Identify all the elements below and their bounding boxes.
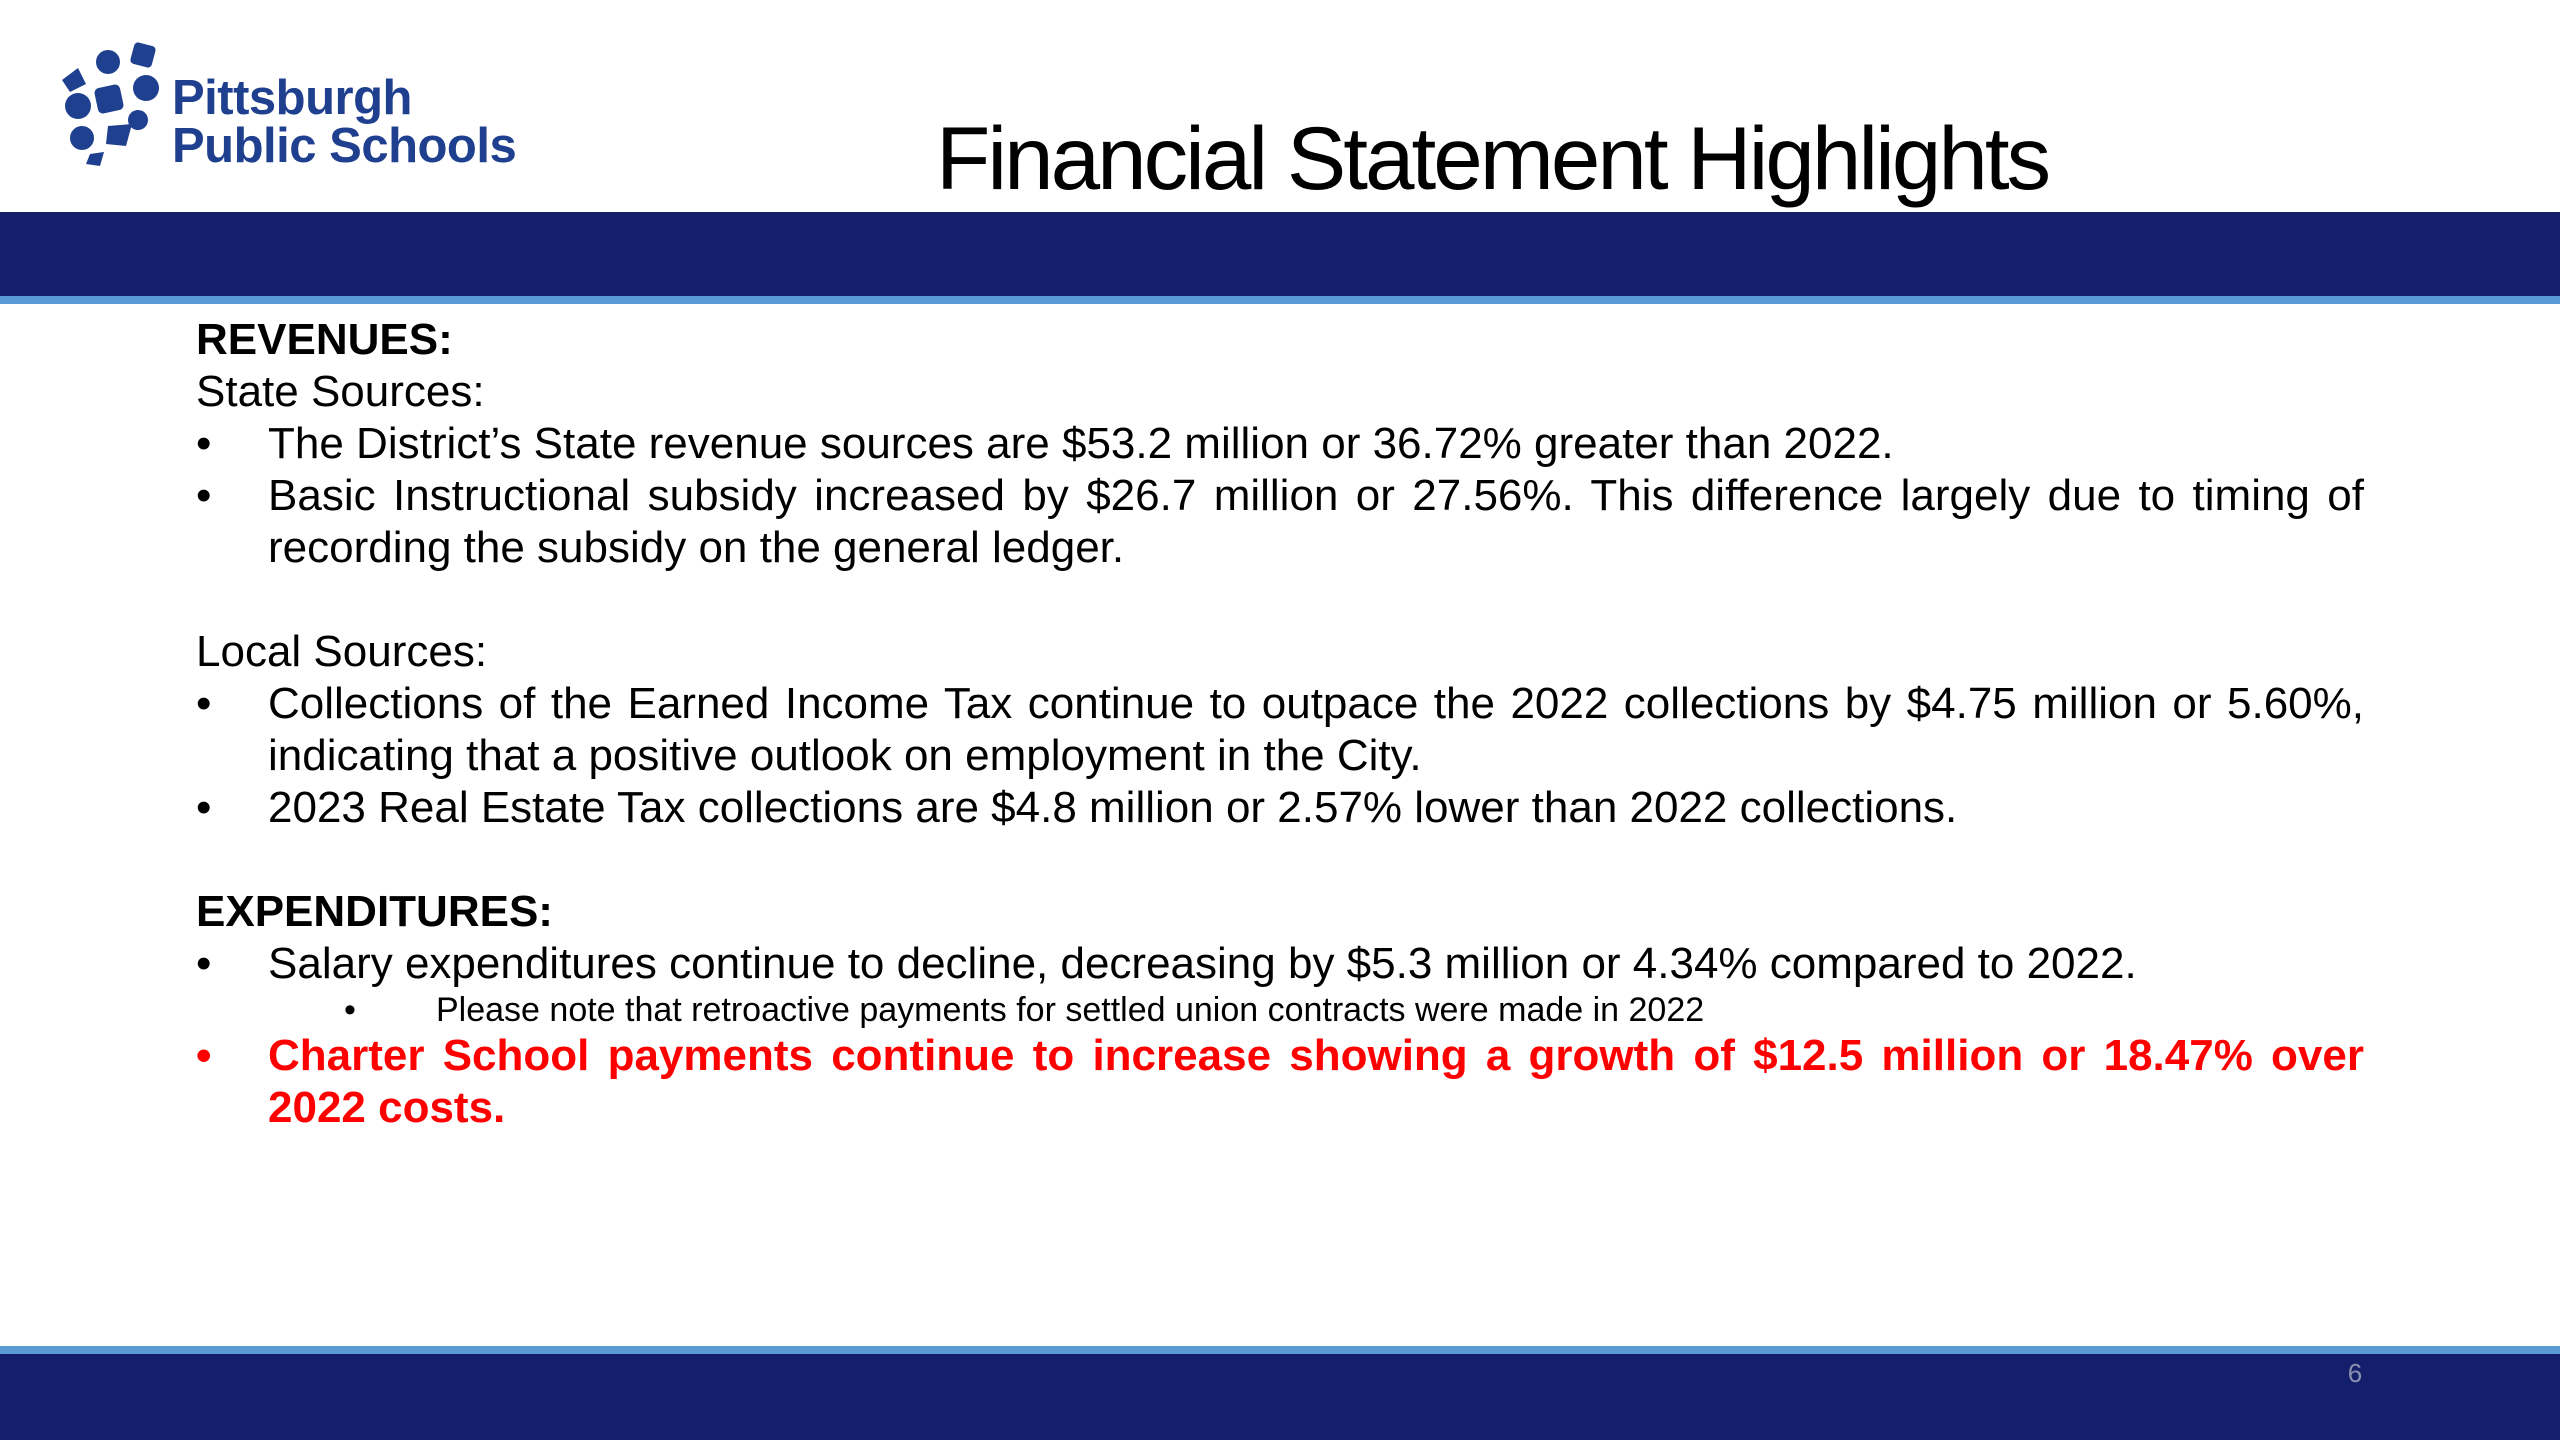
header-band <box>0 212 2560 296</box>
spacer <box>196 834 2364 886</box>
list-item: • 2023 Real Estate Tax collections are $4.8 million or 2.57% lower than 2022 collections. <box>196 782 2364 834</box>
logo-line-1: Pittsburgh <box>172 71 412 125</box>
slide-title: Financial Statement Highlights <box>936 108 2049 208</box>
logo-mark-icon <box>56 40 168 170</box>
expenditures-list <box>196 938 2364 1134</box>
local-sources-list <box>196 678 2364 834</box>
state-sources-label: State Sources: <box>196 367 485 416</box>
salary-expenditures-text: Salary expenditures continue to decline, decreasing by $5.3 million or 4.34% compared to 2022. <box>268 939 2137 988</box>
list-item <box>196 938 2364 1030</box>
state-sources-list <box>196 418 2364 574</box>
list-item: • The District’s State revenue sources are $53.2 million or 36.72% greater than 2022. <box>196 418 2364 470</box>
slide-content <box>196 314 2364 1134</box>
local-sources-label: Local Sources: <box>196 627 488 676</box>
logo-line-2: Public Schools <box>172 119 517 173</box>
revenues-heading: REVENUES: <box>196 315 453 364</box>
list-item: • Collections of the Earned Income Tax continue to outpace the 2022 collections by $4.75 million or 5.60%, indicating that a positive outlook on employment in the City. <box>196 678 2364 782</box>
logo-wordmark <box>172 71 517 173</box>
sub-list-item: • Please note that retroactive payments for settled union contracts were made in 2022 <box>268 990 2364 1030</box>
footer-accent-line <box>0 1346 2560 1354</box>
expenditures-sublist <box>268 990 2364 1030</box>
page-number: 6 <box>2347 1358 2363 1388</box>
charter-school-alert-item: • Charter School payments continue to increase showing a growth of $12.5 million or 18.47% over 2022 costs. <box>196 1030 2364 1134</box>
spacer <box>196 574 2364 626</box>
school-logo <box>56 40 616 180</box>
list-item: • Basic Instructional subsidy increased by $26.7 million or 27.56%. This difference largely due to timing of recording the subsidy on the general ledger. <box>196 470 2364 574</box>
header-accent-line <box>0 296 2560 304</box>
expenditures-heading: EXPENDITURES: <box>196 887 553 936</box>
footer-band <box>0 1354 2560 1440</box>
